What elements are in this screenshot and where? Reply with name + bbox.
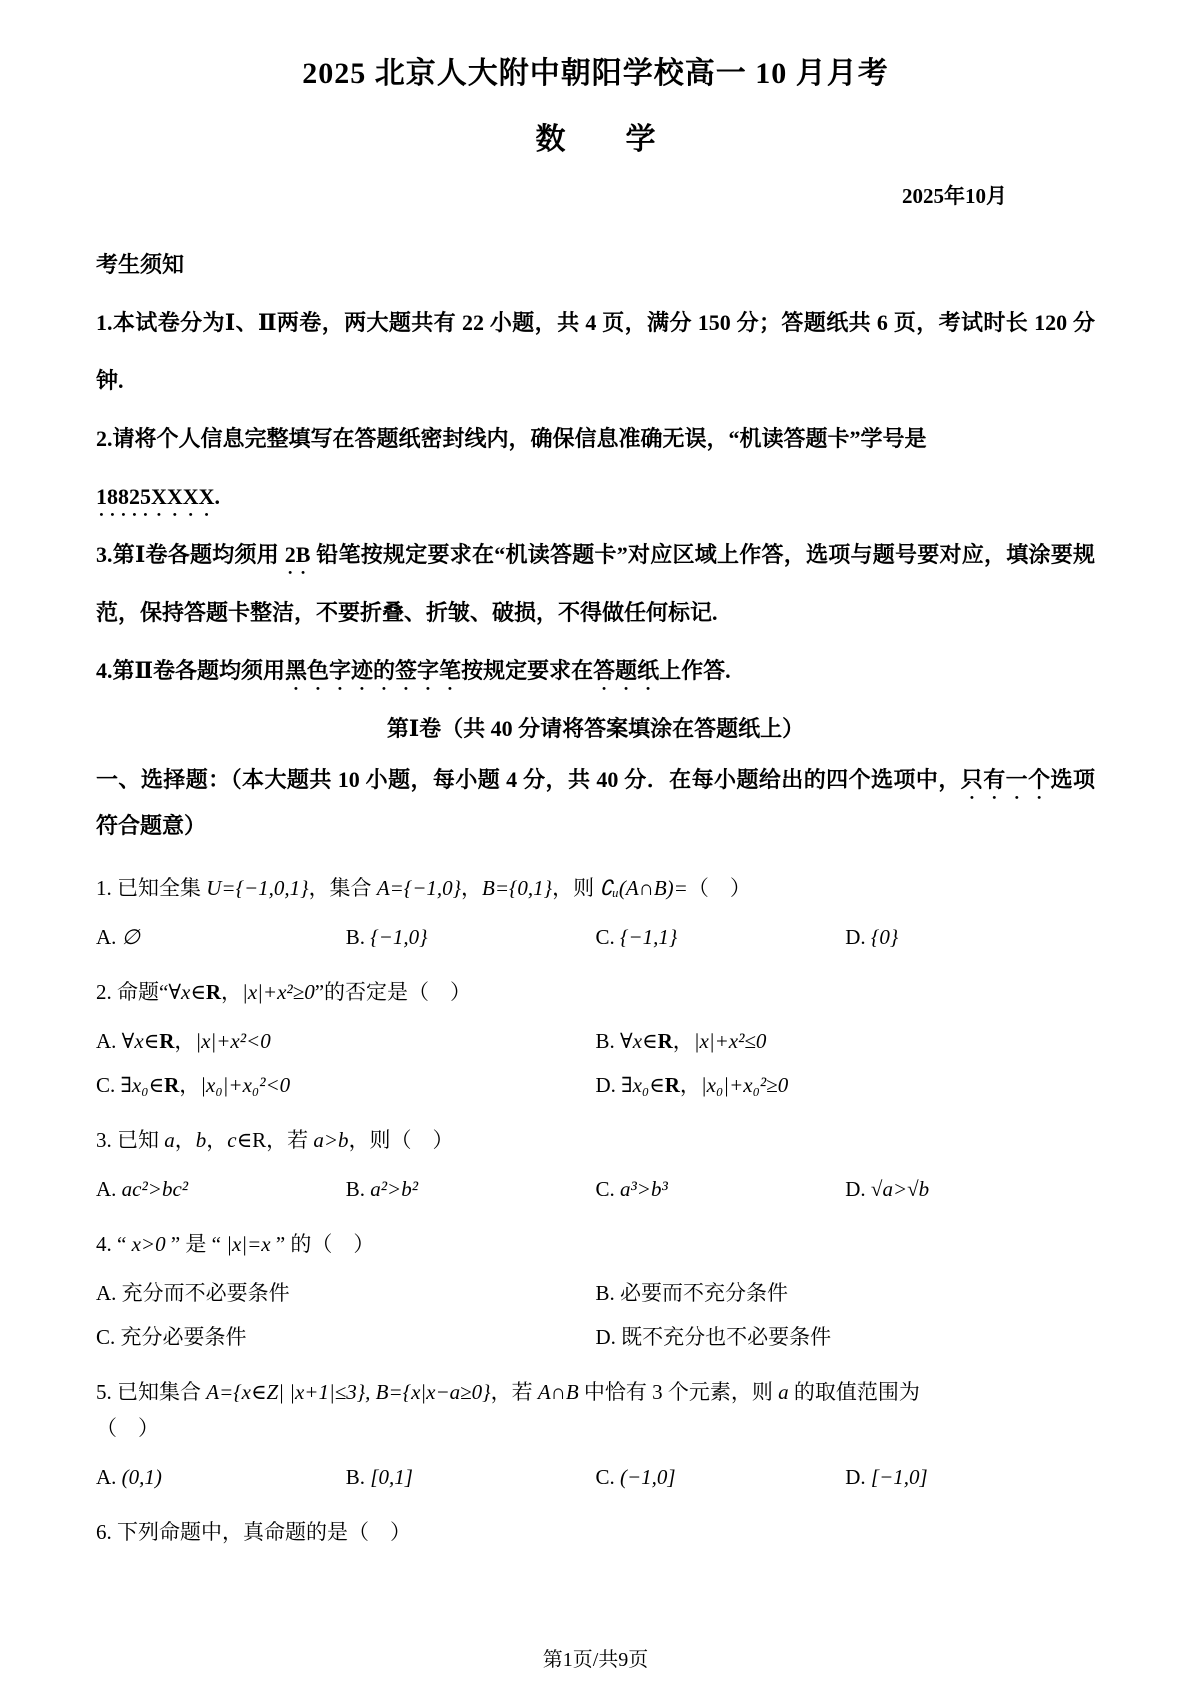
plain-text: 上作答.	[659, 658, 731, 683]
plain-text: 3.第Ⅰ卷各题均须用	[96, 542, 285, 567]
option-B	[346, 1462, 596, 1492]
math-text: c	[227, 1128, 237, 1152]
plain-text: （ ）	[687, 876, 751, 900]
math-text: |x₀|+x₀²<0	[200, 1073, 291, 1097]
plain-text: 必要而不充分条件	[620, 1281, 789, 1305]
question-3	[96, 1122, 1095, 1204]
math-text: ∁ᵤ(A∩B)=	[599, 876, 688, 900]
math-text: R	[657, 1029, 673, 1053]
option-A	[96, 1278, 596, 1308]
plain-text: 1. 已知全集	[96, 876, 207, 900]
option-B	[596, 1026, 1096, 1056]
emphasized-text: 2B	[284, 542, 311, 567]
math-text: |x₀|+x₀²≥0	[700, 1073, 789, 1097]
option-label: A.	[96, 1281, 122, 1305]
plain-text: ，	[179, 1073, 201, 1097]
math-text: ∀x∈	[620, 1029, 658, 1053]
question-stem	[96, 1410, 1095, 1446]
options-grid	[96, 1462, 1095, 1492]
option-C	[596, 1174, 846, 1204]
plain-text: ”的否定是（ ）	[314, 980, 472, 1004]
plain-text: ，若	[490, 1380, 538, 1404]
plain-text: ” 的（ ）	[270, 1232, 375, 1256]
plain-text: 充分而不必要条件	[121, 1281, 290, 1305]
plain-text: （ ）	[96, 1416, 159, 1440]
notice-heading: 考生须知	[96, 252, 185, 277]
math-text: {−1,1}	[620, 925, 678, 949]
option-label: C.	[96, 1073, 121, 1097]
math-text: b	[195, 1128, 207, 1152]
section-intro	[96, 758, 1095, 848]
option-D	[596, 1322, 1096, 1352]
emphasized-text: 只有	[960, 767, 1006, 792]
notice-item	[96, 294, 1095, 410]
option-label: B.	[595, 1029, 621, 1053]
math-text: |x|=x	[226, 1232, 271, 1256]
question-1	[96, 870, 1095, 952]
math-text: [0,1]	[370, 1465, 413, 1489]
plain-text: ” 是 “	[165, 1232, 227, 1256]
math-text: ∃x₀∈	[621, 1073, 665, 1097]
plain-text: ，	[461, 876, 483, 900]
plain-text: ，	[679, 1073, 701, 1097]
math-text: R	[164, 1073, 180, 1097]
option-C	[96, 1322, 596, 1352]
math-text: a>b	[313, 1128, 349, 1152]
question-2	[96, 974, 1095, 1100]
plain-text: 按规定要求在	[461, 658, 594, 683]
math-text: {−1,0}	[370, 925, 428, 949]
plain-text: 2.请将个人信息完整填写在答题纸密封线内，确保信息准确无误，“机读答题卡”学号是	[96, 426, 927, 451]
exam-title: 2025 北京人大附中朝阳学校高一 10 月月考	[302, 57, 889, 90]
math-text: A={x∈Z| |x+1|≤3}, B={x|x−a≥0}	[206, 1380, 491, 1404]
math-text: x>0	[131, 1232, 166, 1256]
math-text: a	[164, 1128, 175, 1152]
option-C	[596, 1462, 846, 1492]
option-D	[845, 1174, 1095, 1204]
question-list	[96, 870, 1095, 1550]
plain-text: 3. 已知	[96, 1128, 165, 1152]
exam-date: 2025年10月	[902, 184, 1007, 208]
emphasized-text: 18825XXXX.	[96, 484, 221, 509]
page-number: 第1页/共9页	[542, 1649, 649, 1671]
emphasized-text: 黑色字迹的签字笔	[285, 658, 462, 683]
option-C	[96, 1070, 596, 1100]
math-text: U={−1,0,1}	[206, 876, 309, 900]
math-text: ∅	[121, 925, 140, 949]
plain-text: ，	[174, 1029, 196, 1053]
math-text: ac²>bc²	[121, 1177, 189, 1201]
math-text: R	[159, 1029, 175, 1053]
plain-text: ，	[174, 1128, 196, 1152]
question-stem	[96, 1122, 1095, 1158]
question-6	[96, 1514, 1095, 1550]
plain-text: 1.本试卷分为Ⅰ、Ⅱ两卷，两大题共有 22 小题，共 4 页，满分 150 分；答题纸共 6 页，考试时长 120 分钟.	[96, 310, 1095, 393]
math-text: (−1,0]	[620, 1465, 676, 1489]
option-label: A.	[96, 925, 122, 949]
math-text: |x|+x²<0	[195, 1029, 271, 1053]
math-text: ∀x∈	[168, 980, 206, 1004]
question-5	[96, 1374, 1095, 1492]
options-grid	[96, 1026, 1095, 1100]
option-label: A.	[96, 1029, 122, 1053]
plain-text: 的取值范围为	[788, 1380, 920, 1404]
option-A	[96, 1462, 346, 1492]
plain-text: ，则（ ）	[348, 1128, 454, 1152]
math-text: a³>b³	[620, 1177, 668, 1201]
math-text: R	[205, 980, 222, 1004]
question-stem	[96, 974, 1095, 1010]
plain-text: 中恰有 3 个元素，则	[578, 1380, 779, 1404]
option-label: A.	[96, 1177, 122, 1201]
emphasized-text: 一个	[1005, 767, 1051, 792]
plain-text: 充分必要条件	[120, 1325, 247, 1349]
option-label: B.	[345, 1465, 371, 1489]
plain-text: 4.第Ⅱ卷各题均须用	[96, 658, 286, 683]
math-text: ∃x₀∈	[120, 1073, 165, 1097]
emphasized-text: 答题纸	[593, 658, 660, 683]
math-text: B={0,1}	[482, 876, 553, 900]
plain-text: 铅笔按规定要求在“机读答题卡”对应区域上作答，选项与题号要对应，填涂要规范，保持答题卡整洁，不要折叠、折皱、破损，不得做任何标记.	[96, 542, 1095, 625]
option-D	[845, 922, 1095, 952]
option-D	[845, 1462, 1095, 1492]
option-label: B.	[595, 1281, 621, 1305]
plain-text: ，	[221, 980, 243, 1004]
math-text: |x|+x²≤0	[693, 1029, 767, 1053]
plain-text: 既不充分也不必要条件	[621, 1325, 832, 1349]
math-text: {0}	[870, 925, 899, 949]
plain-text: ∈R，若	[236, 1128, 314, 1152]
notice-item	[96, 526, 1095, 642]
math-text: |x|+x²≥0	[242, 980, 315, 1004]
option-C	[596, 922, 846, 952]
options-grid	[96, 1174, 1095, 1204]
options-grid	[96, 1278, 1095, 1352]
option-label: D.	[595, 1325, 622, 1349]
question-stem	[96, 1374, 1095, 1410]
math-text: (0,1)	[121, 1465, 162, 1489]
math-text: A={−1,0}	[376, 876, 462, 900]
plain-text: 一、选择题：（本大题共 10 小题，每小题 4 分，共 40 分．在每小题给出的四个选项中，	[96, 767, 961, 792]
option-label: B.	[345, 925, 371, 949]
option-label: D.	[845, 925, 871, 949]
question-stem	[96, 870, 1095, 906]
math-text: a	[778, 1380, 789, 1404]
math-text: A∩B	[537, 1380, 579, 1404]
plain-text: 5. 已知集合	[96, 1380, 207, 1404]
option-label: D.	[845, 1465, 871, 1489]
math-text: [−1,0]	[870, 1465, 928, 1489]
question-stem	[96, 1226, 1095, 1262]
option-label: B.	[345, 1177, 371, 1201]
option-label: C.	[595, 925, 621, 949]
plain-text: 6. 下列命题中，真命题的是（ ）	[96, 1520, 411, 1544]
option-label: C.	[595, 1177, 621, 1201]
plain-text: ，	[672, 1029, 694, 1053]
option-label: C.	[595, 1465, 621, 1489]
volume-heading: 第Ⅰ卷（共 40 分请将答案填涂在答题纸上）	[386, 716, 805, 741]
option-label: A.	[96, 1465, 122, 1489]
math-text: √a>√b	[870, 1177, 930, 1201]
option-A	[96, 922, 346, 952]
math-text: ∀x∈	[121, 1029, 160, 1053]
math-text: a²>b²	[370, 1177, 419, 1201]
option-A	[96, 1026, 596, 1056]
option-B	[346, 1174, 596, 1204]
question-stem	[96, 1514, 1095, 1550]
plain-text: ，	[206, 1128, 228, 1152]
plain-text: ，则	[552, 876, 600, 900]
option-label: D.	[595, 1073, 622, 1097]
option-B	[596, 1278, 1096, 1308]
option-B	[346, 922, 596, 952]
plain-text: ，集合	[308, 876, 377, 900]
option-A	[96, 1174, 346, 1204]
plain-text: 2. 命题“	[96, 980, 169, 1004]
math-text: R	[664, 1073, 680, 1097]
notice-item	[96, 642, 1095, 700]
plain-text: 选项符合题意）	[96, 767, 1095, 838]
option-D	[596, 1070, 1096, 1100]
notice-item	[96, 468, 1095, 526]
option-label: C.	[96, 1325, 121, 1349]
exam-subject: 数 学	[535, 123, 656, 156]
options-grid	[96, 922, 1095, 952]
notice-item	[96, 410, 1095, 468]
plain-text: 4. “	[96, 1232, 132, 1256]
option-label: D.	[845, 1177, 871, 1201]
notice-list	[96, 294, 1095, 700]
question-4	[96, 1226, 1095, 1352]
